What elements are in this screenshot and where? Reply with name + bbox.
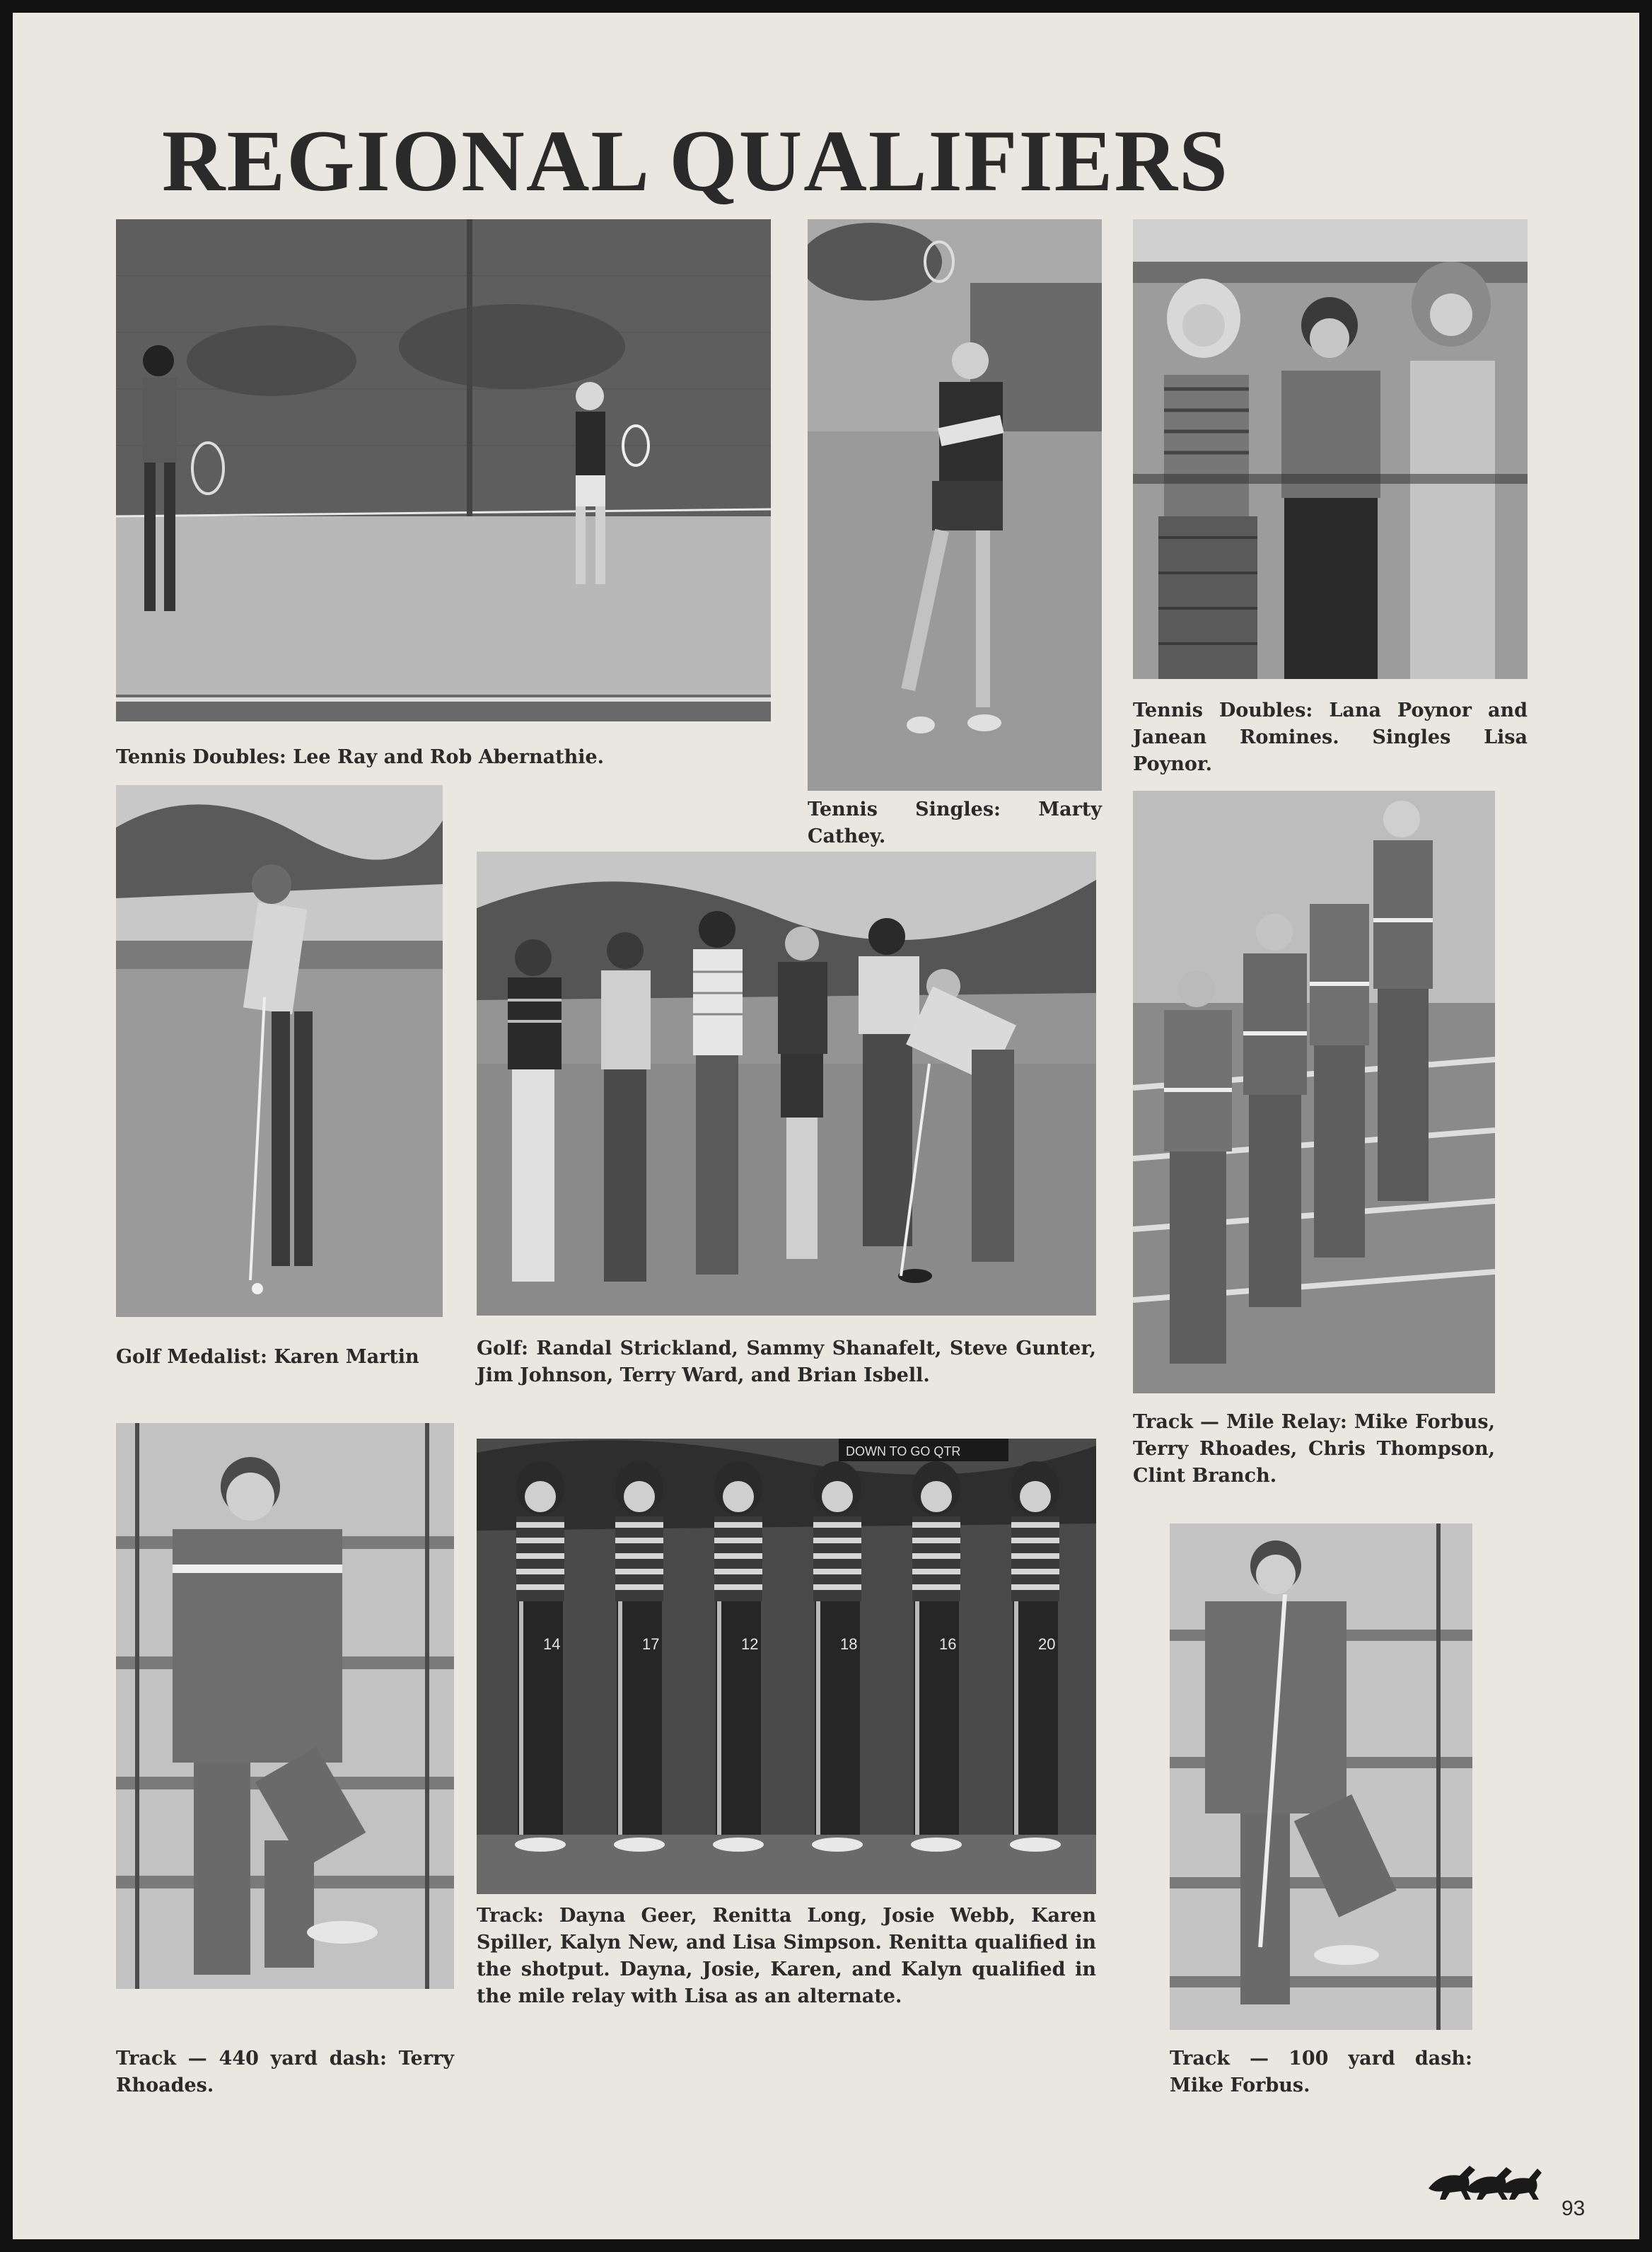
caption-track-440: Track — 440 yard dash: Terry Rhoades. [116,2048,454,2096]
caption-tennis-doubles-boys: Tennis Doubles: Lee Ray and Rob Abernathie. [116,746,605,768]
yearbook-page [13,13,1639,2239]
photo-tennis-doubles-boys [116,219,771,721]
page-number: 93 [1561,2197,1586,2220]
photo-golf-medalist [116,785,443,1317]
caption-tennis-doubles-girls: Tennis Doubles: Lana Poynor and Janean Romines. Singles Lisa Poynor. [1133,700,1528,775]
caption-track-100: Track — 100 yard dash: Mike Forbus. [1170,2048,1472,2096]
jersey-number: 14 [543,1635,561,1653]
track-athlete [713,1461,764,1852]
track-athlete [614,1461,665,1852]
jersey-number: 12 [741,1635,759,1653]
photo-tennis-doubles-girls [1133,219,1528,679]
caption-golf-team: Golf: Randal Strickland, Sammy Shanafelt, Steve Gunter, Jim Johnson, Terry Ward, and Brian Isbell. [477,1337,1096,1386]
scoreboard-text: DOWN TO GO QTR [846,1444,961,1458]
jersey-number: 17 [642,1635,660,1653]
caption-golf-medalist: Golf Medalist: Karen Martin [116,1346,419,1368]
photo-golf-team [477,852,1096,1316]
track-athlete [812,1461,863,1852]
jersey-number: 18 [840,1635,858,1653]
caption-tennis-singles: Tennis Singles: Marty Cathey. [808,799,1102,847]
photo-track-girls [477,1439,1096,1894]
photo-track-440 [116,1423,454,1989]
page-title: REGIONAL QUALIFIERS [161,112,1229,209]
jersey-number: 20 [1038,1635,1056,1653]
jersey-number: 16 [939,1635,957,1653]
photo-tennis-singles [808,219,1102,791]
horses-logo [1426,2160,1543,2201]
photo-track-mile-relay [1133,791,1495,1393]
caption-track-girls: Track: Dayna Geer, Renitta Long, Josie Webb, Karen Spiller, Kalyn New, and Lisa Simpson. Renitta qualified in the shotput. Dayna, Josie, Karen, and Kalyn qualified in the mile relay with Lisa as an alternate. [477,1905,1096,2007]
track-athlete [1010,1461,1061,1852]
photo-track-100 [1170,1523,1472,2030]
track-athlete [515,1461,566,1852]
track-athlete [911,1461,962,1852]
caption-track-mile-relay: Track — Mile Relay: Mike Forbus, Terry Rhoades, Chris Thompson, Clint Branch. [1133,1411,1495,1487]
